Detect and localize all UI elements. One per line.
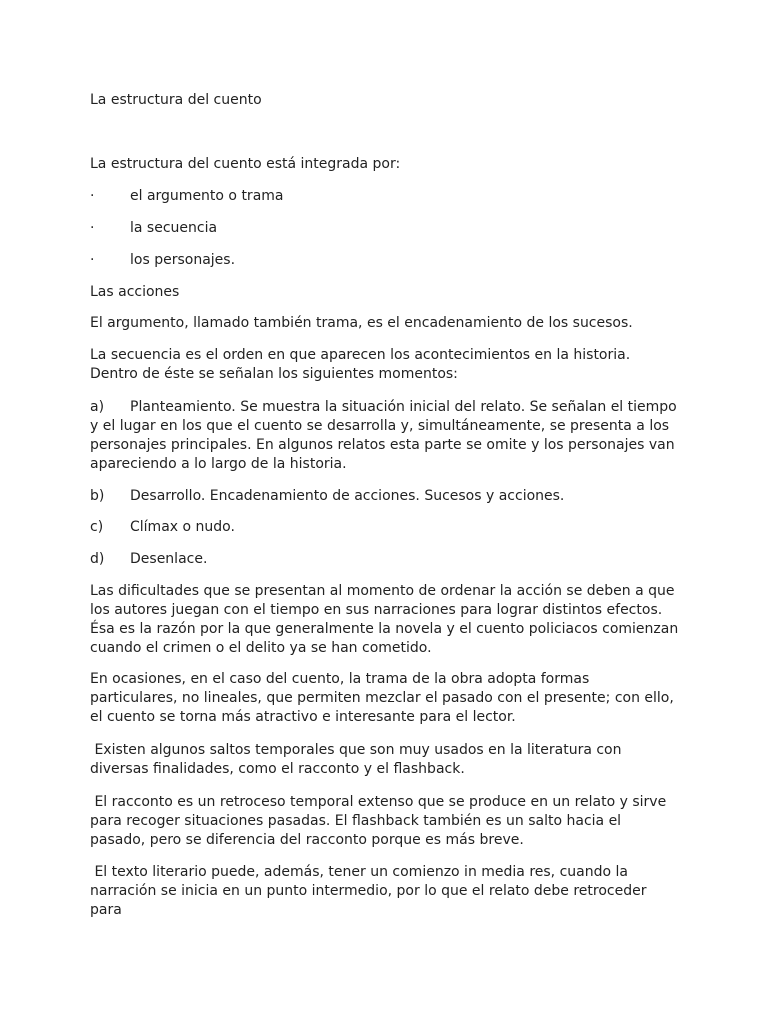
document-title: La estructura del cuento <box>90 92 262 108</box>
saltos-paragraph: Existen algunos saltos temporales que son muy usados en la literatura con diversas finalidades, como el racconto y el flashback. <box>90 742 626 777</box>
racconto-paragraph: El racconto es un retroceso temporal extenso que se produce en un relato y sirve para recoger situaciones pasadas. El flashback también es un salto hacia el pasado, pero se diferencia del racconto porque es más breve. <box>90 794 671 848</box>
item-desarrollo: Desarrollo. Encadenamiento de acciones. Sucesos y acciones. <box>130 488 565 504</box>
bullet-item-argumento: el argumento o trama <box>130 188 284 204</box>
bullet-item-personajes: los personajes. <box>130 252 236 268</box>
item-label-b: b) <box>90 488 105 504</box>
item-label-c: c) <box>90 519 104 535</box>
bullet-item-secuencia: la secuencia <box>130 220 218 236</box>
bullet-marker: · <box>90 188 95 204</box>
bullet-marker: · <box>90 220 95 236</box>
bullet-marker: · <box>90 252 95 268</box>
media-res-paragraph: El texto literario puede, además, tener un comienzo in media res, cuando la narración se inicia en un punto intermedio, por lo que el relato debe retroceder para <box>90 864 651 918</box>
item-desenlace: Desenlace. <box>130 551 208 567</box>
item-label-a: a) <box>90 399 105 415</box>
item-climax: Clímax o nudo. <box>130 519 235 535</box>
secuencia-paragraph: La secuencia es el orden en que aparecen los acontecimientos en la historia. Dentro de éste se señalan los siguientes momentos: <box>90 347 631 382</box>
item-label-d: d) <box>90 551 105 567</box>
intro-paragraph: La estructura del cuento está integrada por: <box>90 156 401 172</box>
item-planteamiento: Planteamiento. Se muestra la situación inicial del relato. Se señalan el tiempo y el lugar en los que el cuento se desarrolla y, simultáneamente, se presenta a los personajes principales. En algunos relatos esta parte se omite y los personajes van apareciendo a lo largo de la historia. <box>90 399 677 472</box>
section-heading: Las acciones <box>90 284 180 300</box>
ocasiones-paragraph: En ocasiones, en el caso del cuento, la trama de la obra adopta formas particulares, no lineales, que permiten mezclar el pasado con el presente; con ello, el cuento se torna más atractivo e interesante para el lector. <box>90 671 674 725</box>
dificultades-paragraph: Las dificultades que se presentan al momento de ordenar la acción se deben a que los autores juegan con el tiempo en sus narraciones para lograr distintos efectos. Ésa es la razón por la que generalmente la novela y el cuento policiacos comienzan cuando el crimen o el delito ya se han cometido. <box>90 583 679 656</box>
argumento-paragraph: El argumento, llamado también trama, es el encadenamiento de los sucesos. <box>90 315 633 331</box>
